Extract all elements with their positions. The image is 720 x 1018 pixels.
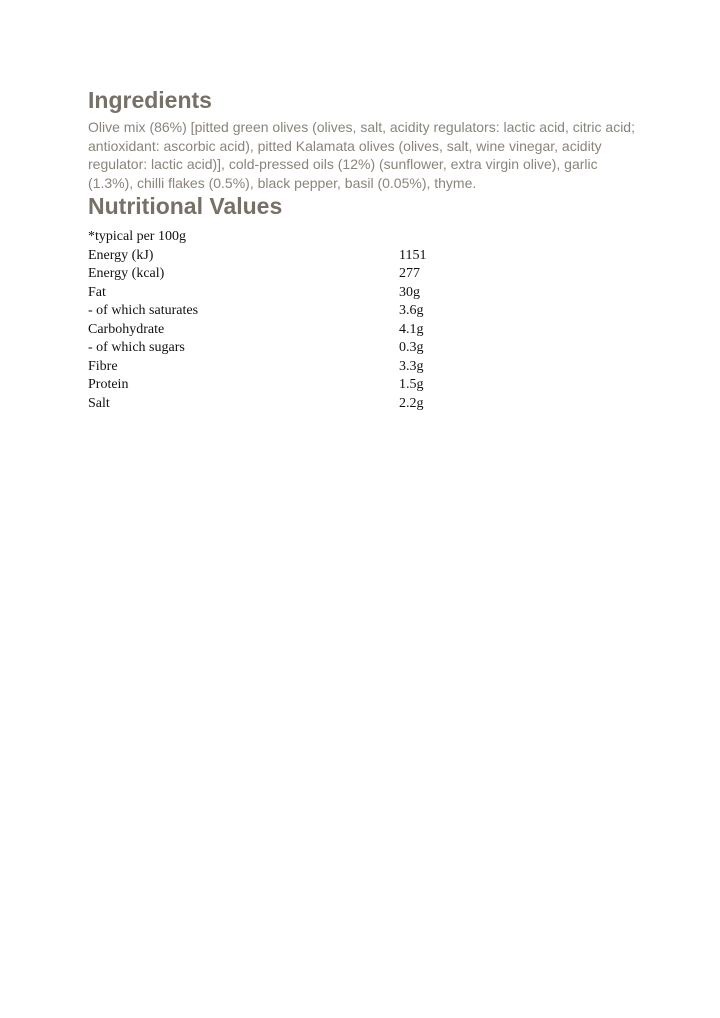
nutrient-label: Salt [88,395,110,411]
nutrient-value: 3.6g [399,303,424,318]
nutrition-header-value [399,228,519,247]
nutrient-value: 2.2g [399,395,424,411]
nutrient-value: 30g [399,284,420,300]
table-row [88,284,519,303]
nutrient-label: Carbohydrate [88,321,165,337]
nutrient-value: 3.3g [399,358,424,374]
nutrient-value: 4.1g [399,321,424,337]
nutrient-value: 1151 [399,247,427,263]
ingredients-heading: Ingredients [88,87,212,113]
ingredients-text: Olive mix (86%) [pitted green olives (olives, salt, acidity regulators: lactic acid, citric acid; antioxidant: ascorbic acid), pitted Kalamata olives (olives, salt, wine vinegar, acidity regulator: lactic acid)], cold-pressed oils (12%) (sunflower, extra virgin olive), garlic (1.3%), chilli flakes (0.5%), black pepper, basil (0.05%), thyme. [88,119,635,191]
table-row [88,247,519,266]
nutrient-label: - of which sugars [88,340,185,355]
nutrition-section [88,192,648,413]
table-row [88,265,519,284]
ingredients-section [88,86,648,192]
nutrient-label: Fibre [88,358,118,374]
nutrient-label: Energy (kcal) [88,266,165,281]
table-row [88,339,519,358]
document-page [88,86,648,413]
table-row [88,395,519,414]
table-row [88,376,519,395]
nutrient-label: Fat [88,284,106,300]
nutrient-value: 277 [399,266,420,281]
nutrition-heading: Nutritional Values [88,193,283,219]
table-row [88,302,519,321]
nutrition-table [88,228,519,413]
nutrient-label: - of which saturates [88,303,199,318]
table-row [88,321,519,340]
nutrient-value: 0.3g [399,340,424,355]
nutrient-label: Energy (kJ) [88,247,154,263]
nutrient-value: 1.5g [399,377,424,392]
nutrition-header-row [88,228,519,247]
nutrition-header: *typical per 100g [88,229,186,244]
nutrient-label: Protein [88,377,129,392]
table-row [88,358,519,377]
